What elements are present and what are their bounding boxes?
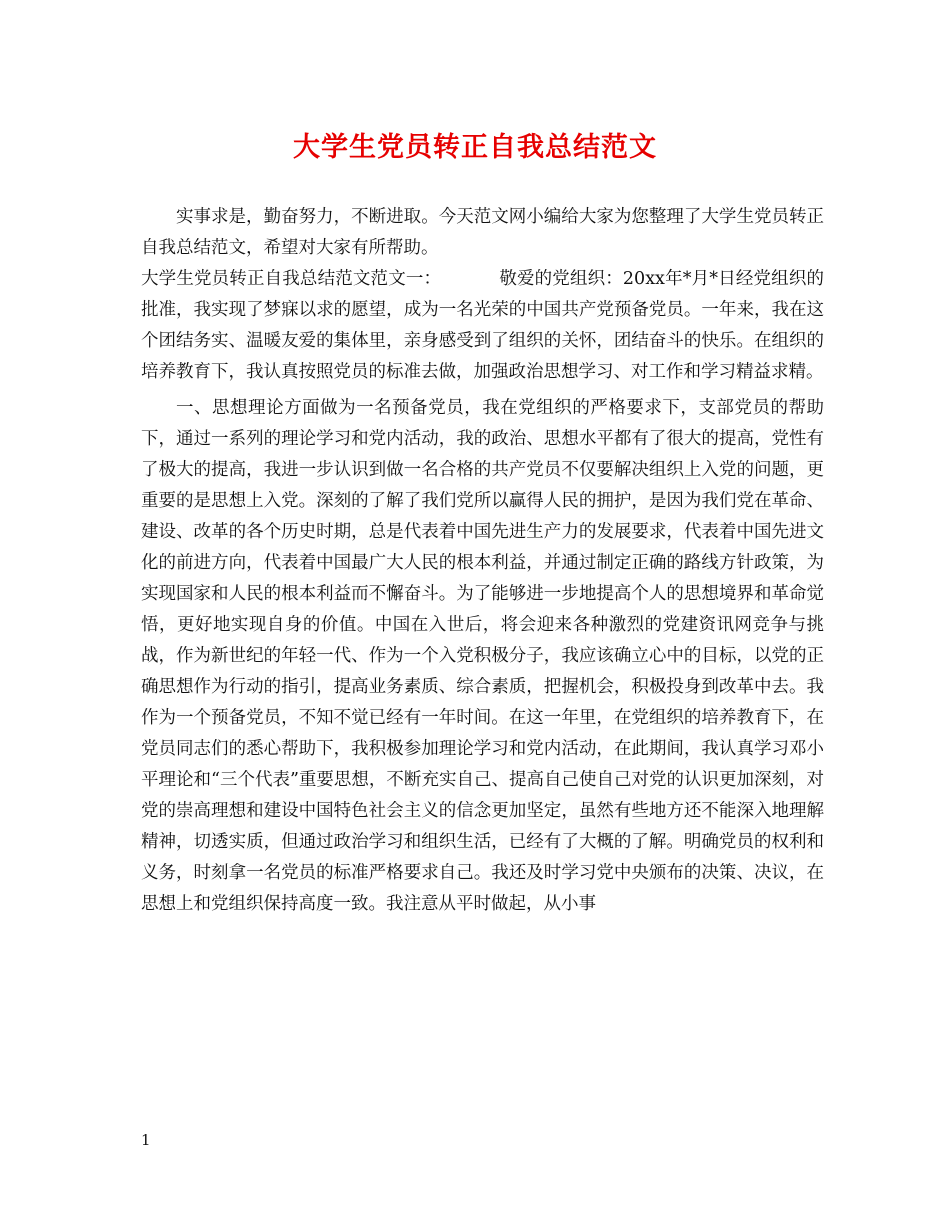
example-paragraph [141,264,824,388]
paragraph-one: 敬爱的党组织：20xx年*月*日经党组织的批准，我实现了梦寐以求的愿望，成为一名光荣的中国共产党预备党员。一年来，我在这个团结务实、温暖友爱的集体里，亲身感受到了组织的关怀，团结奋斗的快乐。在组织的培养教育下，我认真按照党员的标准去做，加强政治思想学习、对工作和学习精益求精。 [141,269,824,382]
intro-paragraph: 实事求是，勤奋努力，不断进取。今天范文网小编给大家为您整理了大学生党员转正自我总结范文，希望对大家有所帮助。 [141,207,824,258]
example-heading: 大学生党员转正自我总结范文范文一： [141,269,442,289]
page-number: 1 [141,1131,151,1149]
paragraph-two: 一、思想理论方面做为一名预备党员，我在党组织的严格要求下，支部党员的帮助下，通过一系列的理论学习和党内活动，我的政治、思想水平都有了很大的提高，党性有了极大的提高，我进一步认识到做一名合格的共产党员不仅要解决组织上入党的问题，更重要的是思想上入党。深刻的了解了我们党所以赢得人民的拥护，是因为我们党在革命、建设、改革的各个历史时期，总是代表着中国先进生产力的发展要求，代表着中国先进文化的前进方向，代表着中国最广大人民的根本利益，并通过制定正确的路线方针政策，为实现国家和人民的根本利益而不懈奋斗。为了能够进一步地提高个人的思想境界和革命觉悟，更好地实现自身的价值。中国在入世后，将会迎来各种激烈的党建资讯网竞争与挑战，作为新世纪的年轻一代、作为一个入党积极分子，我应该确立心中的目标，以党的正确思想作为行动的指引，提高业务素质、综合素质，把握机会，积极投身到改革中去。我作为一个预备党员，不知不觉已经有一年时间。在这一年里，在党组织的培养教育下，在党员同志们的悉心帮助下，我积极参加理论学习和党内活动，在此期间，我认真学习邓小平理论和“三个代表”重要思想，不断充实自己、提高自己使自己对党的认识更加深刻，对党的崇高理想和建设中国特色社会主义的信念更加坚定，虽然有些地方还不能深入地理解精神，切透实质，但通过政治学习和组织生活，已经有了大概的了解。明确党员的权利和义务，时刻拿一名党员的标准严格要求自己。我还及时学习党中央颁布的决策、决议，在思想上和党组织保持高度一致。我注意从平时做起，从小事 [141,398,824,914]
document-title: 大学生党员转正自我总结范文 [293,132,657,163]
document-body [141,202,824,920]
